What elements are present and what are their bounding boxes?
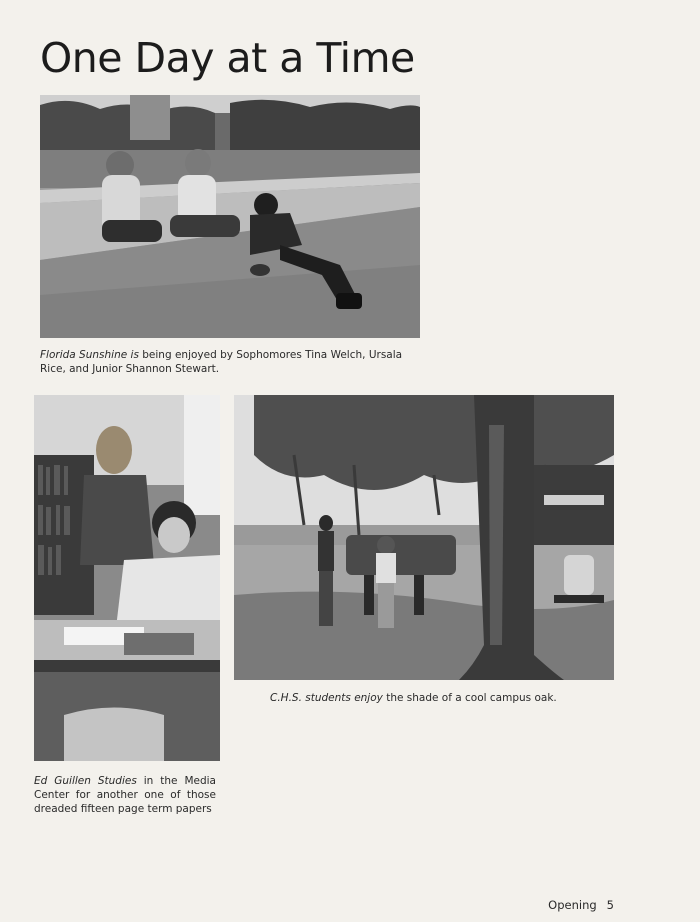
caption-oak xyxy=(270,691,610,705)
caption-lawn xyxy=(40,348,422,376)
caption-library xyxy=(34,774,216,816)
photo-campus-oak-image xyxy=(234,395,614,680)
caption-lawn-lead: Florida Sunshine is xyxy=(40,349,139,361)
section-label: Opening xyxy=(548,898,597,912)
caption-library-lead: Ed Guillen Studies xyxy=(34,775,137,787)
photo-students-on-lawn-image xyxy=(40,95,420,338)
caption-lawn-text: being enjoyed by Sophomores Tina Welch, Ursala Rice, and Junior Shannon Stewart. xyxy=(40,349,403,375)
caption-oak-lead: C.H.S. students enjoy xyxy=(270,692,383,704)
caption-oak-text: the shade of a cool campus oak. xyxy=(382,692,557,704)
photo-students-on-lawn xyxy=(40,95,420,338)
photo-campus-oak xyxy=(234,395,614,680)
photo-library-student xyxy=(34,395,220,761)
page-folio xyxy=(548,898,614,912)
caption-library-text: in the Media Center for another one of those dreaded fifteen page term papers xyxy=(34,775,216,815)
page-title: One Day at a Time xyxy=(40,34,415,82)
page-number: 5 xyxy=(606,898,614,912)
photo-library-student-image xyxy=(34,395,220,761)
